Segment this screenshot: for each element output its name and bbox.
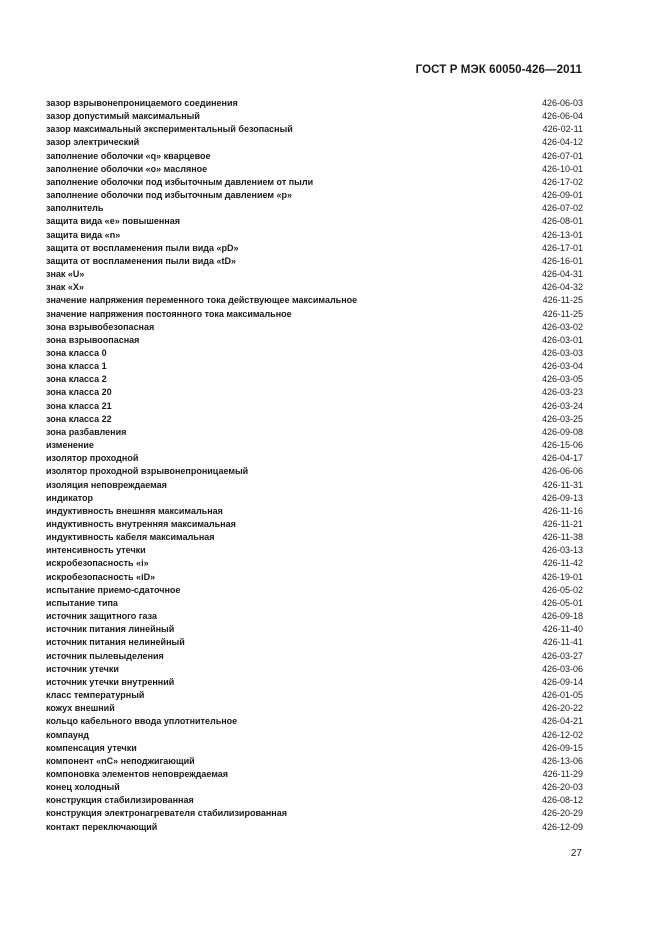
entry-code: 426-03-02 bbox=[541, 321, 583, 332]
entry-term: конструкция стабилизированная bbox=[46, 795, 194, 806]
entry-code: 426-04-31 bbox=[541, 269, 583, 280]
entry-term: изолятор проходной bbox=[46, 453, 139, 464]
index-entry bbox=[46, 531, 583, 544]
entry-code: 426-05-01 bbox=[541, 597, 583, 608]
entry-code: 426-09-15 bbox=[541, 742, 583, 753]
index-entry bbox=[46, 768, 583, 781]
entry-code: 426-03-06 bbox=[541, 663, 583, 674]
entry-code: 426-19-01 bbox=[541, 571, 583, 582]
index-entry bbox=[46, 742, 583, 755]
index-entry bbox=[46, 373, 583, 386]
entry-code: 426-16-01 bbox=[541, 255, 583, 266]
index-entry bbox=[46, 97, 583, 110]
entry-term: компенсация утечки bbox=[46, 742, 137, 753]
entry-code: 426-09-08 bbox=[541, 426, 583, 437]
entry-code: 426-11-31 bbox=[542, 479, 583, 490]
entry-code: 426-01-05 bbox=[541, 690, 583, 701]
entry-term: зона класса 1 bbox=[46, 361, 107, 372]
index-entry bbox=[46, 544, 583, 557]
entry-code: 426-11-29 bbox=[542, 768, 583, 779]
entry-code: 426-03-24 bbox=[541, 400, 583, 411]
entry-code: 426-11-25 bbox=[542, 308, 583, 319]
entry-code: 426-11-25 bbox=[542, 295, 583, 306]
index-entry bbox=[46, 794, 583, 807]
entry-code: 426-12-02 bbox=[541, 729, 583, 740]
index-entry bbox=[46, 518, 583, 531]
index-entry bbox=[46, 597, 583, 610]
entry-term: изолятор проходной взрывонепроницаемый bbox=[46, 466, 249, 477]
index-entry bbox=[46, 136, 583, 149]
entry-term: искробезопасность «iD» bbox=[46, 571, 156, 582]
entry-code: 426-04-17 bbox=[541, 453, 583, 464]
index-entry bbox=[46, 294, 583, 307]
entry-code: 426-09-14 bbox=[541, 676, 583, 687]
index-entry bbox=[46, 308, 583, 321]
entry-term: источник утечки bbox=[46, 663, 119, 674]
entry-code: 426-03-04 bbox=[541, 361, 583, 372]
entry-term: зазор допустимый максимальный bbox=[46, 111, 200, 122]
entry-term: искробезопасность «i» bbox=[46, 558, 149, 569]
entry-term: защита вида «е» повышенная bbox=[46, 216, 180, 227]
entry-term: источник пылевыделения bbox=[46, 650, 164, 661]
index-entry bbox=[46, 215, 583, 228]
entry-code: 426-04-32 bbox=[541, 282, 583, 293]
index-entry bbox=[46, 465, 583, 478]
entry-term: кольцо кабельного ввода уплотнительное bbox=[46, 716, 238, 727]
entry-code: 426-03-03 bbox=[541, 347, 583, 358]
entry-code: 426-17-02 bbox=[541, 176, 583, 187]
index-entry bbox=[46, 755, 583, 768]
entry-term: источник утечки внутренний bbox=[46, 676, 175, 687]
entry-code: 426-03-27 bbox=[541, 650, 583, 661]
entry-code: 426-03-01 bbox=[541, 334, 583, 345]
index-entry bbox=[46, 110, 583, 123]
entry-term: компаунд bbox=[46, 729, 90, 740]
index-entry bbox=[46, 321, 583, 334]
index-entry bbox=[46, 242, 583, 255]
entry-code: 426-17-01 bbox=[541, 242, 583, 253]
entry-code: 426-11-40 bbox=[542, 624, 583, 635]
entry-term: источник питания линейный bbox=[46, 624, 175, 635]
entry-term: заполнение оболочки под избыточным давлением «р» bbox=[46, 190, 293, 201]
entry-term: зона разбавления bbox=[46, 426, 127, 437]
entry-term: заполнитель bbox=[46, 203, 104, 214]
entry-code: 426-15-06 bbox=[541, 440, 583, 451]
entry-code: 426-02-11 bbox=[542, 124, 583, 135]
entry-term: зазор максимальный экспериментальный безопасный bbox=[46, 124, 293, 135]
entry-term: заполнение оболочки под избыточным давлением от пыли bbox=[46, 176, 314, 187]
index-entry bbox=[46, 202, 583, 215]
index-entry bbox=[46, 663, 583, 676]
index-entry bbox=[46, 571, 583, 584]
index-entry bbox=[46, 557, 583, 570]
entry-term: знак «X» bbox=[46, 282, 84, 293]
index-entry bbox=[46, 413, 583, 426]
entry-code: 426-03-23 bbox=[541, 387, 583, 398]
entry-term: индикатор bbox=[46, 492, 94, 503]
entry-term: класс температурный bbox=[46, 690, 145, 701]
entry-code: 426-06-04 bbox=[541, 111, 583, 122]
entry-code: 426-11-42 bbox=[542, 558, 583, 569]
entry-term: зазор взрывонепроницаемого соединения bbox=[46, 98, 238, 108]
entry-code: 426-11-38 bbox=[542, 532, 583, 543]
document-header: ГОСТ Р МЭК 60050-426—2011 bbox=[415, 64, 582, 76]
entry-code: 426-04-21 bbox=[541, 716, 583, 727]
entry-term: конструкция электронагревателя стабилизированная bbox=[46, 808, 288, 819]
entry-code: 426-09-01 bbox=[541, 190, 583, 201]
index-entry bbox=[46, 505, 583, 518]
entry-term: зона класса 20 bbox=[46, 387, 112, 398]
entry-term: источник защитного газа bbox=[46, 611, 157, 622]
entry-code: 426-03-25 bbox=[541, 413, 583, 424]
entry-code: 426-12-09 bbox=[541, 821, 583, 832]
entry-term: защита от воспламенения пыли вида «pD» bbox=[46, 242, 239, 253]
index-entry bbox=[46, 163, 583, 176]
entry-term: зона класса 0 bbox=[46, 347, 107, 358]
entry-term: конец холодный bbox=[46, 782, 120, 793]
index-entry bbox=[46, 807, 583, 820]
entry-code: 426-07-02 bbox=[541, 203, 583, 214]
index-entry bbox=[46, 492, 583, 505]
entry-code: 426-20-22 bbox=[541, 703, 583, 714]
entry-term: зона класса 22 bbox=[46, 413, 112, 424]
entry-term: изменение bbox=[46, 440, 94, 451]
entry-code: 426-06-03 bbox=[541, 98, 583, 108]
entry-term: зона взрывоопасная bbox=[46, 334, 140, 345]
entry-code: 426-09-18 bbox=[541, 611, 583, 622]
entry-code: 426-20-03 bbox=[541, 782, 583, 793]
entry-term: интенсивность утечки bbox=[46, 545, 146, 556]
entry-code: 426-06-06 bbox=[541, 466, 583, 477]
index-entry bbox=[46, 176, 583, 189]
entry-term: значение напряжения переменного тока действующее максимальное bbox=[46, 295, 358, 306]
entry-term: испытание типа bbox=[46, 597, 118, 608]
index-entry bbox=[46, 676, 583, 689]
index-entry bbox=[46, 584, 583, 597]
entry-term: индуктивность внутренняя максимальная bbox=[46, 519, 236, 529]
entry-term: компоновка элементов неповреждаемая bbox=[46, 768, 229, 779]
entry-term: зазор электрический bbox=[46, 137, 140, 148]
entry-code: 426-03-13 bbox=[541, 545, 583, 556]
index-entry bbox=[46, 439, 583, 452]
entry-code: 426-11-16 bbox=[542, 505, 583, 516]
index-entry bbox=[46, 650, 583, 663]
entry-code: 426-20-29 bbox=[541, 808, 583, 819]
entry-code: 426-13-06 bbox=[541, 755, 583, 766]
index-entry bbox=[46, 189, 583, 202]
entry-term: контакт переключающий bbox=[46, 821, 158, 832]
entry-term: зона взрывобезопасная bbox=[46, 321, 155, 332]
index-entry bbox=[46, 426, 583, 439]
index-entry bbox=[46, 386, 583, 399]
index-entry bbox=[46, 610, 583, 623]
index-entry bbox=[46, 715, 583, 728]
page-number: 27 bbox=[570, 848, 582, 859]
entry-code: 426-08-01 bbox=[541, 216, 583, 227]
index-entry bbox=[46, 479, 583, 492]
entry-term: заполнение оболочки «q» кварцевое bbox=[46, 150, 211, 161]
index-entry bbox=[46, 689, 583, 702]
entry-term: защита вида «n» bbox=[46, 229, 121, 240]
index-entry bbox=[46, 636, 583, 649]
index-entry bbox=[46, 334, 583, 347]
entry-code: 426-03-05 bbox=[541, 374, 583, 385]
index-entry bbox=[46, 347, 583, 360]
entry-term: индуктивность внешняя максимальная bbox=[46, 505, 223, 516]
entry-term: значение напряжения постоянного тока максимальное bbox=[46, 308, 292, 319]
entry-term: зона класса 2 bbox=[46, 374, 107, 385]
index-entry bbox=[46, 702, 583, 715]
index-entry bbox=[46, 821, 583, 834]
index-entry bbox=[46, 229, 583, 242]
entry-code: 426-05-02 bbox=[541, 584, 583, 595]
entry-code: 426-11-21 bbox=[542, 519, 583, 529]
entry-code: 426-13-01 bbox=[541, 229, 583, 240]
entry-term: зона класса 21 bbox=[46, 400, 112, 411]
index-entry bbox=[46, 281, 583, 294]
entry-term: кожух внешний bbox=[46, 703, 115, 714]
index-entry bbox=[46, 400, 583, 413]
entry-term: источник питания нелинейный bbox=[46, 637, 185, 648]
entry-term: испытание приемо-сдаточное bbox=[46, 584, 181, 595]
index-entry bbox=[46, 452, 583, 465]
index-entry bbox=[46, 268, 583, 281]
index-entry bbox=[46, 150, 583, 163]
index-entry bbox=[46, 255, 583, 268]
index-entry bbox=[46, 729, 583, 742]
entry-term: компонент «nC» неподжигающий bbox=[46, 755, 195, 766]
entry-term: изоляция неповреждаемая bbox=[46, 479, 167, 490]
entry-code: 426-09-13 bbox=[541, 492, 583, 503]
entry-code: 426-08-12 bbox=[541, 795, 583, 806]
entry-code: 426-04-12 bbox=[541, 137, 583, 148]
term-index-list bbox=[46, 97, 583, 834]
entry-term: заполнение оболочки «о» масляное bbox=[46, 163, 208, 174]
index-entry bbox=[46, 781, 583, 794]
entry-code: 426-10-01 bbox=[541, 163, 583, 174]
index-entry bbox=[46, 360, 583, 373]
entry-term: защита от воспламенения пыли вида «tD» bbox=[46, 255, 237, 266]
entry-term: знак «U» bbox=[46, 269, 85, 280]
entry-code: 426-07-01 bbox=[541, 150, 583, 161]
entry-code: 426-11-41 bbox=[542, 637, 583, 648]
index-entry bbox=[46, 623, 583, 636]
index-entry bbox=[46, 123, 583, 136]
entry-term: индуктивность кабеля максимальная bbox=[46, 532, 215, 543]
